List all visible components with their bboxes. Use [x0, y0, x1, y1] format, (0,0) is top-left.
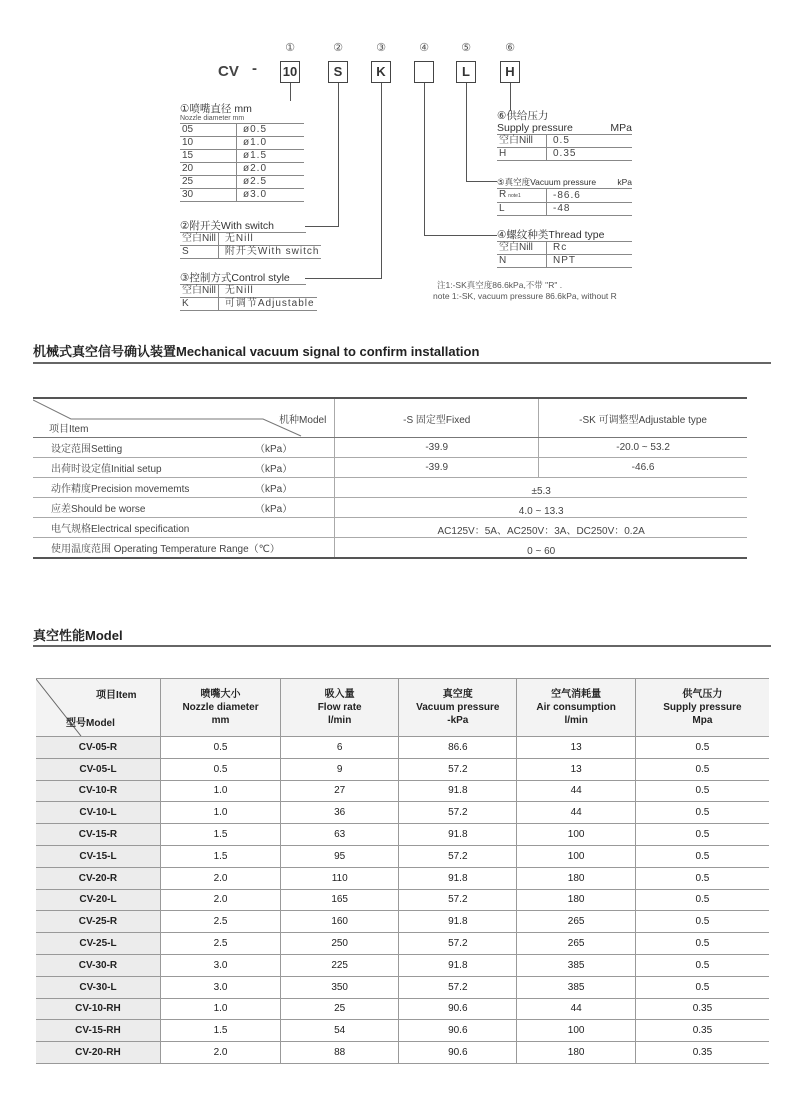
row-label: 电气规格Electrical specification [51, 524, 190, 535]
row-label-cell [33, 478, 335, 498]
col-header-cn: 空气消耗量 [551, 689, 602, 700]
model-cell: CV-30-R [36, 954, 160, 976]
value-cell: 0.5 [635, 867, 769, 889]
model-cell: CV-25-L [36, 933, 160, 955]
model-label: 型号Model [66, 718, 115, 729]
value-cell: 160 [281, 911, 399, 933]
connector-line [466, 181, 497, 182]
supply-table [497, 135, 632, 161]
control-row [180, 298, 317, 311]
value-cell: 2.0 [160, 867, 280, 889]
row-label-cell [33, 498, 335, 518]
table-row [36, 889, 769, 911]
header-corner [33, 398, 335, 438]
switch-heading: ②附开关With switch [180, 220, 306, 233]
merged-value: 4.0 ~ 13.3 [335, 498, 747, 518]
value-cell: 100 [517, 845, 635, 867]
value-cell: 100 [517, 824, 635, 846]
value-cell: 57.2 [399, 802, 517, 824]
value-cell: 91.8 [399, 824, 517, 846]
value-cell: 0.5 [635, 824, 769, 846]
merged-value: AC125V：5A、AC250V：3A、DC250V：0.2A [335, 518, 747, 538]
control-value: 无Nill [218, 285, 316, 298]
nozzle-value: ø2.5 [237, 176, 305, 189]
control-row [180, 285, 317, 298]
table-row [36, 933, 769, 955]
col-header-unit: -kPa [447, 715, 469, 726]
connector-line [466, 83, 467, 181]
nozzle-value: ø2.0 [237, 163, 305, 176]
value-cell: 57.2 [399, 845, 517, 867]
value-cell: 265 [517, 933, 635, 955]
model-cell: CV-10-R [36, 780, 160, 802]
col-header [160, 679, 280, 737]
value-cell: 44 [517, 998, 635, 1020]
item-label: 项目Item [96, 690, 137, 701]
vacuum-row [497, 203, 632, 216]
value-cell: 0.35 [635, 1042, 769, 1064]
value-cell: 385 [517, 954, 635, 976]
value-cell: 1.0 [160, 998, 280, 1020]
merged-value: ±5.3 [335, 478, 747, 498]
value-cell: 44 [517, 780, 635, 802]
model-cell: CV-20-R [36, 867, 160, 889]
thread-value: Rc [547, 242, 633, 255]
control-spec [180, 272, 315, 311]
nozzle-value: ø1.0 [237, 137, 305, 150]
table-row [36, 998, 769, 1020]
nozzle-subheading: Nozzle diameter mm [180, 115, 304, 124]
thread-table [497, 242, 632, 268]
model-label: 机种Model [279, 415, 327, 426]
header-corner [36, 679, 160, 737]
table-header-row [33, 398, 747, 438]
value-cell: 57.2 [399, 889, 517, 911]
connector-line [510, 83, 511, 111]
nozzle-code: 10 [180, 137, 237, 150]
value-cell: 0.5 [635, 911, 769, 933]
row-label: 应差Should be worse [51, 504, 146, 515]
value-cell: 86.6 [399, 737, 517, 759]
value-cell: 0.5 [635, 889, 769, 911]
value-cell: 110 [281, 867, 399, 889]
connector-line [424, 83, 425, 235]
thread-spec [497, 229, 632, 268]
supply-value: 0.5 [547, 135, 633, 148]
code-num-5: ⑤ [461, 42, 471, 54]
thread-row [497, 242, 632, 255]
value-cell: 91.8 [399, 780, 517, 802]
nozzle-value: ø1.5 [237, 150, 305, 163]
value-cell: 90.6 [399, 1020, 517, 1042]
value-cell: 91.8 [399, 954, 517, 976]
value-cell: 265 [517, 911, 635, 933]
value-cell: 95 [281, 845, 399, 867]
value-cell: 1.0 [160, 802, 280, 824]
col-header-unit: Mpa [692, 715, 713, 726]
value-cell: 1.5 [160, 1020, 280, 1042]
col-header-en: Vacuum pressure [416, 702, 500, 713]
section1-title: 机械式真空信号确认装置Mechanical vacuum signal to confirm installation [33, 344, 480, 359]
value-cell: 0.5 [635, 976, 769, 998]
value-cell: 25 [281, 998, 399, 1020]
row-label: 设定范围Setting [51, 444, 123, 455]
note-en: note 1:-SK, vacuum pressure 86.6kPa, without R [433, 291, 617, 301]
value-cell: 2.0 [160, 1042, 280, 1064]
nozzle-code: 25 [180, 176, 237, 189]
adjustable-value: -46.6 [539, 458, 747, 478]
value-cell: 180 [517, 1042, 635, 1064]
vacuum-code-text: R [499, 189, 507, 200]
value-cell: 180 [517, 867, 635, 889]
value-cell: 0.5 [635, 737, 769, 759]
col-header-cn: 供气压力 [682, 689, 723, 700]
switch-value: 附开关With switch [218, 246, 321, 259]
nozzle-code: 05 [180, 124, 237, 137]
nozzle-row [180, 176, 304, 189]
value-cell: 91.8 [399, 911, 517, 933]
vacuum-code: L [497, 203, 547, 216]
value-cell: 3.0 [160, 976, 280, 998]
value-cell: 0.35 [635, 998, 769, 1020]
vacuum-unit: kPa [617, 177, 632, 187]
connector-line [381, 83, 382, 278]
row-label: 使用温度范围 Operating Temperature Range（℃） [51, 544, 280, 555]
connector-line [305, 278, 382, 279]
row-unit: （kPa） [255, 504, 293, 515]
value-cell: 0.5 [160, 737, 280, 759]
value-cell: 250 [281, 933, 399, 955]
thread-heading: ④螺纹种类Thread type [497, 229, 632, 242]
vacuum-row [497, 189, 632, 203]
control-table [180, 285, 317, 311]
model-cell: CV-15-RH [36, 1020, 160, 1042]
code-num-3: ③ [376, 42, 386, 54]
value-cell: 225 [281, 954, 399, 976]
value-cell: 350 [281, 976, 399, 998]
model-cell: CV-20-L [36, 889, 160, 911]
vacuum-note-ref: note1 [508, 193, 521, 199]
section1-divider [33, 362, 771, 364]
model-cell: CV-05-L [36, 758, 160, 780]
table-row [33, 438, 747, 458]
fixed-value: -39.9 [335, 458, 539, 478]
code-box-switch: S [328, 61, 348, 83]
value-cell: 88 [281, 1042, 399, 1064]
switch-code: S [180, 246, 218, 259]
value-cell: 1.5 [160, 824, 280, 846]
merged-value: 0 ~ 60 [335, 538, 747, 559]
value-cell: 165 [281, 889, 399, 911]
nozzle-code: 30 [180, 189, 237, 202]
model-cell: CV-10-L [36, 802, 160, 824]
code-box-thread [414, 61, 434, 83]
model-cell: CV-15-R [36, 824, 160, 846]
model-cell: CV-30-L [36, 976, 160, 998]
value-cell: 0.5 [635, 845, 769, 867]
switch-row [180, 246, 321, 259]
value-cell: 0.35 [635, 1020, 769, 1042]
value-cell: 385 [517, 976, 635, 998]
supply-heading: ⑥供给压力 [497, 110, 549, 122]
model-cell: CV-10-RH [36, 998, 160, 1020]
code-num-2: ② [333, 42, 343, 54]
nozzle-row [180, 150, 304, 163]
col-header [517, 679, 635, 737]
col-header-unit: l/min [564, 715, 588, 726]
nozzle-row [180, 189, 304, 202]
note-cn: 注1:-SK真空度86.6kPa,不带 "R" . [437, 280, 563, 290]
fixed-value: -39.9 [335, 438, 539, 458]
value-cell: 36 [281, 802, 399, 824]
table-row [33, 498, 747, 518]
switch-value: 无Nill [218, 233, 321, 246]
col-header-cn: 真空度 [442, 689, 473, 700]
code-box-nozzle: 10 [280, 61, 300, 83]
vacuum-value: -86.6 [547, 189, 633, 203]
nozzle-code: 15 [180, 150, 237, 163]
supply-code: H [497, 148, 547, 161]
nozzle-row [180, 137, 304, 150]
row-label-cell [33, 538, 335, 559]
row-unit: （kPa） [255, 484, 293, 495]
value-cell: 1.0 [160, 780, 280, 802]
value-cell: 13 [517, 758, 635, 780]
nozzle-table [180, 124, 304, 202]
value-cell: 0.5 [635, 933, 769, 955]
nozzle-spec [180, 103, 304, 202]
table-row [36, 758, 769, 780]
supply-code: 空白Nill [497, 135, 547, 148]
value-cell: 100 [517, 1020, 635, 1042]
switch-spec-table [33, 397, 747, 559]
supply-value: 0.35 [547, 148, 633, 161]
code-num-4: ④ [419, 42, 429, 54]
model-cell: CV-05-R [36, 737, 160, 759]
nozzle-heading: ①喷嘴直径 mm [180, 103, 252, 115]
item-label: 项目Item [49, 424, 89, 435]
section2-divider [33, 645, 771, 647]
value-cell: 2.5 [160, 933, 280, 955]
model-cell: CV-20-RH [36, 1042, 160, 1064]
value-cell: 54 [281, 1020, 399, 1042]
vacuum-value: -48 [547, 203, 633, 216]
nozzle-value: ø3.0 [237, 189, 305, 202]
code-num-1: ① [285, 42, 295, 54]
model-cell: CV-15-L [36, 845, 160, 867]
model-cell: CV-25-R [36, 911, 160, 933]
code-box-supply: H [500, 61, 520, 83]
vacuum-spec [497, 176, 632, 216]
value-cell: 6 [281, 737, 399, 759]
vacuum-code [497, 189, 547, 203]
value-cell: 0.5 [160, 758, 280, 780]
value-cell: 57.2 [399, 758, 517, 780]
adjustable-value: -20.0 ~ 53.2 [539, 438, 747, 458]
control-value: 可调节Adjustable [218, 298, 316, 311]
table-row [36, 845, 769, 867]
table-row [36, 911, 769, 933]
thread-code: 空白Nill [497, 242, 547, 255]
value-cell: 27 [281, 780, 399, 802]
control-code: K [180, 298, 218, 311]
section2-title: 真空性能Model [33, 628, 123, 643]
value-cell: 0.5 [635, 780, 769, 802]
value-cell: 90.6 [399, 1042, 517, 1064]
code-dash: - [252, 60, 257, 77]
table-row [36, 1020, 769, 1042]
nozzle-row [180, 163, 304, 176]
nozzle-value: ø0.5 [237, 124, 305, 137]
row-unit: （kPa） [255, 464, 293, 475]
vacuum-performance-table [36, 678, 769, 1064]
col-header-unit: mm [211, 715, 230, 726]
row-unit: （kPa） [255, 444, 293, 455]
table-row [33, 518, 747, 538]
value-cell: 0.5 [635, 954, 769, 976]
table-row [36, 802, 769, 824]
supply-spec [497, 110, 632, 161]
switch-code: 空白Nill [180, 233, 218, 246]
value-cell: 57.2 [399, 976, 517, 998]
table-row [36, 1042, 769, 1064]
value-cell: 0.5 [635, 758, 769, 780]
row-label: 出荷时设定值Initial setup [51, 464, 162, 475]
code-box-vacuum: L [456, 61, 476, 83]
col-header-en: Flow rate [317, 702, 362, 713]
vacuum-table [497, 189, 632, 216]
value-cell: 2.5 [160, 911, 280, 933]
row-label-cell [33, 438, 335, 458]
thread-code: N [497, 255, 547, 268]
row-label: 动作精度Precision movememts [51, 484, 190, 495]
thread-row [497, 255, 632, 268]
row-label-cell [33, 458, 335, 478]
code-num-6: ⑥ [505, 42, 515, 54]
thread-value: NPT [547, 255, 633, 268]
col-header [635, 679, 769, 737]
table-row [36, 737, 769, 759]
value-cell: 44 [517, 802, 635, 824]
supply-unit: MPa [610, 122, 632, 134]
connector-line [305, 226, 339, 227]
supply-row [497, 135, 632, 148]
table-row [36, 824, 769, 846]
control-heading: ③控制方式Control style [180, 272, 306, 285]
switch-row [180, 233, 321, 246]
nozzle-row [180, 124, 304, 137]
connector-line [338, 83, 339, 226]
value-cell: 0.5 [635, 802, 769, 824]
table-row [33, 538, 747, 559]
table-row [36, 780, 769, 802]
value-cell: 13 [517, 737, 635, 759]
col-header-cn: 吸入量 [324, 689, 355, 700]
value-cell: 57.2 [399, 933, 517, 955]
value-cell: 90.6 [399, 998, 517, 1020]
table-header-row [36, 679, 769, 737]
col-adjustable-header: -SK 可调整型Adjustable type [539, 398, 747, 438]
code-box-control: K [371, 61, 391, 83]
row-label-cell [33, 518, 335, 538]
switch-table [180, 233, 321, 259]
col-header-en: Supply pressure [663, 702, 742, 713]
table-row [36, 976, 769, 998]
value-cell: 9 [281, 758, 399, 780]
col-fixed-header: -S 固定型Fixed [335, 398, 539, 438]
col-header-cn: 喷嘴大小 [200, 689, 241, 700]
value-cell: 63 [281, 824, 399, 846]
table-row [33, 478, 747, 498]
table-row [36, 867, 769, 889]
col-header-en: Nozzle diameter [182, 702, 259, 713]
connector-line [424, 235, 497, 236]
col-header-unit: l/min [327, 715, 352, 726]
table-row [33, 458, 747, 478]
control-code: 空白Nill [180, 285, 218, 298]
value-cell: 91.8 [399, 867, 517, 889]
col-header-en: Air consumption [536, 702, 616, 713]
vacuum-heading: ⑤真空度Vacuum pressure [497, 177, 597, 187]
col-header [399, 679, 517, 737]
connector-line [290, 83, 291, 101]
value-cell: 2.0 [160, 889, 280, 911]
code-prefix: CV [218, 63, 239, 80]
value-cell: 1.5 [160, 845, 280, 867]
supply-row [497, 148, 632, 161]
value-cell: 180 [517, 889, 635, 911]
switch-spec [180, 220, 320, 259]
col-header [281, 679, 399, 737]
table-row [36, 954, 769, 976]
value-cell: 3.0 [160, 954, 280, 976]
nozzle-code: 20 [180, 163, 237, 176]
supply-subheading: Supply pressure [497, 122, 573, 134]
